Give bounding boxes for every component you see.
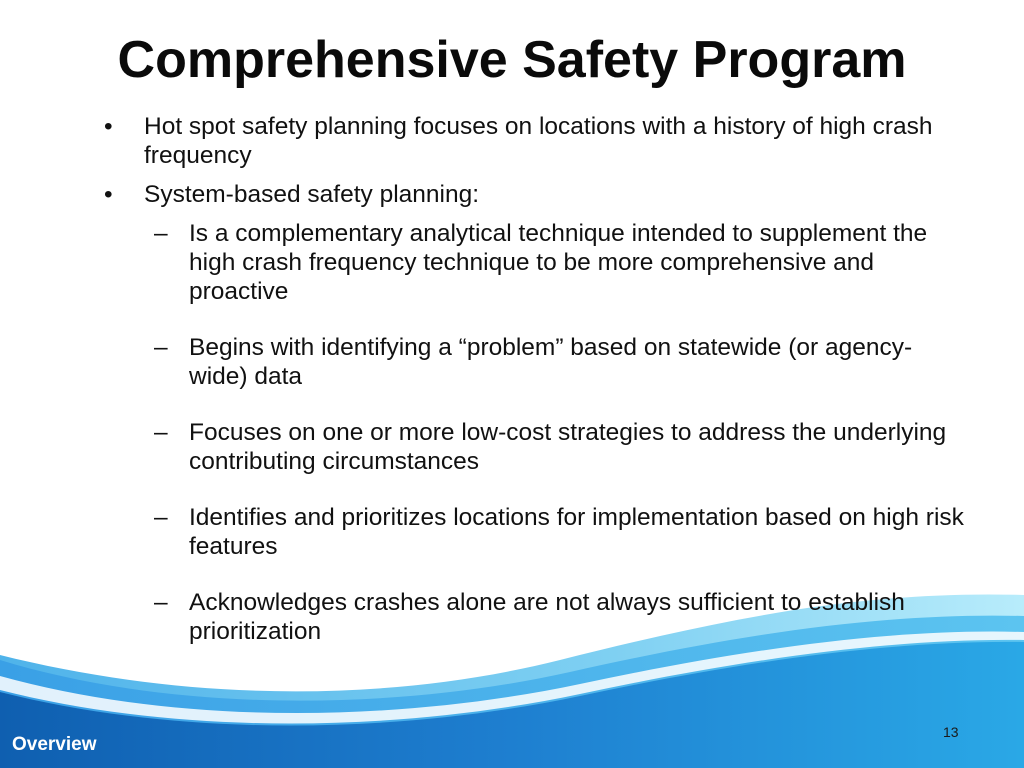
sub-bullet-item (104, 219, 964, 306)
bullet-list (104, 112, 964, 673)
page-number: 13 (943, 724, 959, 740)
dash-marker: – (154, 220, 168, 247)
sub-bullet-list (104, 219, 964, 646)
bullet-text: System-based safety planning: (144, 181, 480, 208)
sub-bullet-item (104, 588, 964, 646)
sub-bullet-text: Begins with identifying a “problem” based on statewide (or agency-wide) data (189, 334, 913, 390)
dash-marker: – (154, 504, 168, 531)
sub-bullet-text: Identifies and prioritizes locations for implementation based on high risk features (189, 504, 964, 560)
sub-bullet-text: Focuses on one or more low-cost strategies to address the underlying contributing circumstances (189, 419, 947, 475)
footer-section-label: Overview (12, 734, 97, 755)
bullet-marker: • (104, 181, 113, 208)
sub-bullet-text: Is a complementary analytical technique intended to supplement the high crash frequency technique to be more comprehensive and proactive (189, 220, 928, 305)
sub-bullet-item (104, 503, 964, 561)
bullet-marker: • (104, 113, 113, 140)
bullet-item (104, 112, 964, 170)
sub-bullet-item (104, 333, 964, 391)
bullet-text: Hot spot safety planning focuses on locations with a history of high crash frequency (144, 113, 933, 169)
bullet-item (104, 180, 964, 209)
sub-bullet-item (104, 418, 964, 476)
slide-title: Comprehensive Safety Program (117, 31, 907, 89)
dash-marker: – (154, 589, 168, 616)
dash-marker: – (154, 419, 168, 446)
dash-marker: – (154, 334, 168, 361)
sub-bullet-text: Acknowledges crashes alone are not always sufficient to establish prioritization (189, 589, 905, 645)
